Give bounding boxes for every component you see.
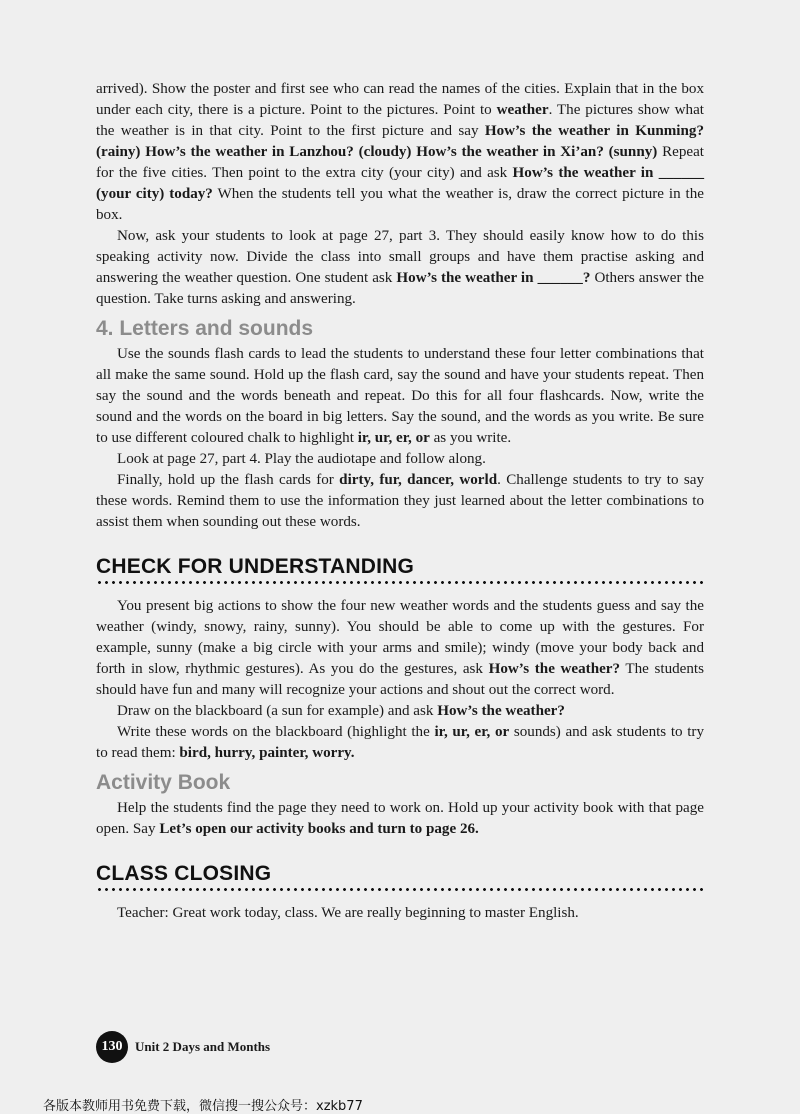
bold-text: weather	[496, 102, 549, 118]
text-run: Help the students find the page they need to work on. Hold up your activity book with that page open. Say	[96, 800, 704, 837]
page-content	[96, 79, 704, 924]
letters-paragraph-1	[96, 344, 704, 449]
dotted-divider	[96, 887, 704, 892]
text-run: Finally, hold up the flash cards for	[117, 472, 340, 488]
activity-paragraph-1	[96, 798, 704, 840]
watermark-text: 各版本教师用书免费下载，微信搜一搜公众号：xzkb77	[43, 1099, 363, 1114]
check-paragraph-3	[96, 722, 704, 764]
text-run: arrived). Show the poster and first see who can read the names of the cities. Explain that in the box under each city, there is a picture. Point to the pictures. Point to	[96, 81, 704, 118]
letters-heading: 4. Letters and sounds	[96, 317, 314, 340]
text-run: Draw on the blackboard (a sun for example) and ask	[117, 703, 438, 719]
bold-text: Let’s open our activity books and turn to page 26.	[159, 821, 479, 837]
text-run: You present big actions to show the four new weather words and the students guess and say the weather (windy, snowy, rainy, sunny). You should be able to come up with the gestures. For example, sunny (make a big circle with your arms and smile); windy (move your body back and forth in slow, rhythmic gestures). As you do the gestures, ask	[96, 598, 704, 677]
bold-text: ir, ur, er, or	[434, 724, 510, 740]
text-run: Now, ask your students to look at page 27, part 3. They should easily know how to do this speaking activity now. Divide the class into small groups and have them practise asking and answering the weather question. One student ask	[96, 228, 704, 286]
text-run: When the students tell you what the weather is, draw the correct picture in the box.	[96, 186, 704, 223]
activity-heading: Activity Book	[96, 771, 231, 794]
bold-text: How’s the weather in ______ (your city) today?	[96, 165, 704, 202]
page-footer	[96, 1031, 270, 1063]
bold-text: ir, ur, er, or	[357, 430, 430, 446]
intro-paragraph-2	[96, 226, 704, 310]
closing-heading: CLASS CLOSING	[96, 862, 272, 885]
unit-title: Unit 2 Days and Months	[135, 1039, 271, 1054]
page-number: 130	[96, 1031, 128, 1063]
text-run: as you write.	[429, 430, 512, 446]
text-run: Use the sounds flash cards to lead the students to understand these four letter combinations that all make the same sound. Hold up the flash card, say the sound and have your students repeat. Then say the sound and the words beneath and repeat. Do this for all four flashcards. Now, write the sound and the words on the board in big letters. Say the sound, and the words as you write. Be sure to use different coloured chalk to highlight	[96, 346, 704, 446]
text-run: sounds) and ask students to try to read them:	[96, 724, 704, 761]
text-run: Repeat for the five cities. Then point to the extra city (your city) and ask	[96, 144, 704, 181]
bold-text: dirty, fur, dancer, world	[339, 472, 498, 488]
text-run: Others answer the question. Take turns asking and answering.	[96, 270, 704, 307]
check-heading: CHECK FOR UNDERSTANDING	[96, 555, 415, 578]
text-run: Write these words on the blackboard (highlight the	[117, 724, 435, 740]
bold-text: How’s the weather?	[437, 703, 565, 719]
closing-section	[96, 862, 704, 924]
dotted-divider	[96, 580, 704, 585]
bold-text: How’s the weather?	[488, 661, 621, 677]
intro-paragraph-1	[96, 79, 704, 226]
bold-text: How’s the weather in ______?	[396, 270, 591, 286]
bold-text: bird, hurry, painter, worry.	[179, 745, 355, 761]
text-run: The students should have fun and many will recognize your actions and shout out the correct word.	[96, 661, 704, 698]
closing-paragraph-1: Teacher: Great work today, class. We are really beginning to master English.	[117, 905, 579, 921]
check-paragraph-1	[96, 596, 704, 701]
text-run: . Challenge students to try to say these words. Remind them to use the information they just learned about the letter combinations to assist them when sounding out these words.	[96, 472, 705, 530]
check-section	[96, 555, 704, 764]
letters-paragraph-3	[96, 470, 704, 533]
bold-text: How’s the weather in Kunming? (rainy) How’s the weather in Lanzhou? (cloudy) How’s the weather in Xi’an? (sunny)	[96, 123, 704, 160]
letters-paragraph-2: Look at page 27, part 4. Play the audiotape and follow along.	[117, 451, 486, 467]
text-run: . The pictures show what the weather is in that city. Point to the first picture and say	[96, 102, 704, 139]
check-paragraph-2	[96, 701, 704, 722]
